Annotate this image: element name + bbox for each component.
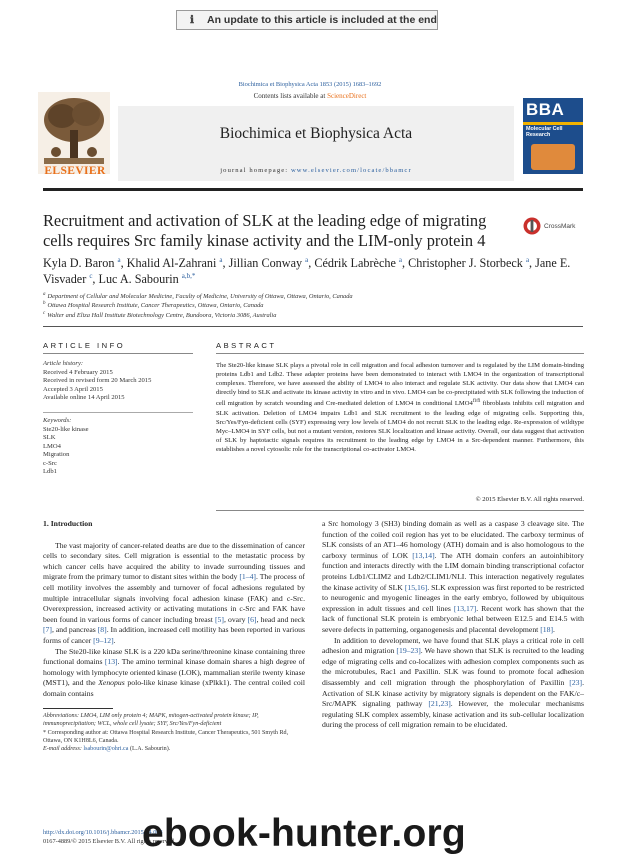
section-heading: 1. Introduction xyxy=(43,519,93,528)
history-entry: Accepted 3 April 2015 xyxy=(43,385,103,393)
affiliations xyxy=(43,292,583,320)
reference-link[interactable]: [13,17] xyxy=(453,603,477,613)
keyword: Migration xyxy=(43,451,70,458)
doi-link[interactable]: http://dx.doi.org/10.1016/j.bbamcr.2015.04.003 xyxy=(43,829,163,836)
reference-link[interactable]: [5] xyxy=(214,614,224,624)
article-info-heading: ARTICLE INFO xyxy=(43,341,126,350)
journal-cover-thumbnail[interactable] xyxy=(523,98,583,174)
author[interactable]: Jane E. Visvader $^c$ xyxy=(43,256,571,286)
watermark-text: ebook-hunter.org xyxy=(142,812,466,855)
keyword: SLK xyxy=(43,434,56,441)
update-banner-text: An update to this article is included at the end xyxy=(207,14,437,26)
abstract-heading: ABSTRACT xyxy=(216,341,277,350)
sciencedirect-link[interactable]: ScienceDirect xyxy=(327,92,367,100)
affiliation: $^c$ Walter and Eliza Hall Institute Biotechnology Centre, Bundoora, Victoria 3086, Australia xyxy=(43,310,277,319)
body-column-left xyxy=(43,519,305,700)
keywords xyxy=(43,417,193,477)
abstract-bottom-rule xyxy=(216,510,584,511)
abstract-text: The Ste20-like kinase SLK plays a pivotal role in cell migration and focal adhesion turnover and is regulated by the LIM domain-binding proteins Ldb1 and Ldb2. These adapter proteins have been demonstrated to interact with LMO4 in the organization of transcriptional complexes. Therefore, we have assessed the ability of LMO4 to also interact and regulate SLK activity. Our data show that LMO4 can directly bind to SLK and activate its kinase activity in vitro and in vivo. LMO4 can be co-precipitated with SLK following the induction of cell migration by scratch wounding and Cre-mediated deletion of LMO4 in conditional $LMO4^{fl/fl}$ fibroblasts inhibits cell migration and SLK activation. Deletion of LMO4 impairs Ldb1 and SLK recruitment to the leading edge of migrating cells. Supporting this, Src/Yes/Fyn-deficient cells (SYF) expressing very low levels of LMO4 do not recruit SLK to the leading edge. Re-expression of wildtype Myc–LMO4 in SYF cells, but not a mutant version, restores SLK localization and kinase activity. Overall, our data suggest that activation of SLK by haptotactic signals requires its recruitment to the leading edge by LMO4 in a Src-dependent manner. Furthermore, this establishes a novel cytosolic role for the transcriptional co-activator LMO4. xyxy=(216,362,585,454)
author[interactable]: Jillian Conway $^a$ xyxy=(228,255,309,270)
reference-link[interactable]: [19–23] xyxy=(396,646,421,656)
body-column-right xyxy=(322,519,584,731)
reference-link[interactable]: [6] xyxy=(247,614,257,624)
elsevier-tree-logo xyxy=(38,92,110,174)
keyword: LMO4 xyxy=(43,442,61,450)
keywords-label: Keywords: xyxy=(43,417,72,424)
reference-link[interactable]: [9–12] xyxy=(93,635,114,645)
reference-link[interactable]: [21,23] xyxy=(428,699,451,709)
cover-title: BBA xyxy=(526,100,565,119)
journal-homepage: journal homepage: www.elsevier.com/locate/bbamcr xyxy=(220,167,412,174)
author[interactable]: Khalid Al-Zahrani $^a$ xyxy=(126,255,223,270)
affiliation: $^b$ Ottawa Hospital Research Institute, Cancer Therapeutics, Ottawa, Ontario, Canada xyxy=(43,301,264,310)
reference-link[interactable]: [18] xyxy=(540,624,554,634)
reference-link[interactable]: [13,14] xyxy=(412,550,435,560)
author[interactable]: Cédrik Labrèche $^a$ xyxy=(314,255,403,270)
journal-name: Biochimica et Biophysica Acta xyxy=(219,125,413,142)
corresponding-author-footnote: * Corresponding author at: Ottawa Hospital Research Institute, Cancer Therapeutics, 501 Smyth Rd, Ottawa, ON K1H8L6, Canada. xyxy=(43,729,289,744)
author[interactable]: Christopher J. Storbeck $^a$ xyxy=(408,255,530,270)
article-info-rule xyxy=(43,353,193,354)
keywords-rule xyxy=(43,412,193,413)
article-history xyxy=(43,360,193,403)
author[interactable]: Kyla D. Baron $^a$ xyxy=(43,255,121,270)
issn-line: 0167-4889/© 2015 Elsevier B.V. All rights reserved. xyxy=(43,837,176,845)
reference-link[interactable]: [15,16] xyxy=(404,582,428,592)
reference-link[interactable]: [7] xyxy=(43,625,52,635)
history-label: Article history: xyxy=(43,360,84,367)
keyword: Ste20-like kinase xyxy=(43,425,89,433)
reference-link[interactable]: [8] xyxy=(97,625,107,635)
update-banner[interactable] xyxy=(176,10,438,30)
paragraph: In addition to development, we have found that SLK plays a critical role in cell adhesion and migration [19–23]. We have shown that SLK is recruited to the leading edge of migrating cells and co-localizes with adhesion complex components such as the microtubules, Rac1 and Paxillin. SLK was found to promote focal adhesion disassembly and cell migration through the phosphorylation of Paxillin [23]. Activation of SLK kinase activity by migratory signals is dependent on the FAK/c–Src/MAPK signaling pathway [21,23]. However, the molecular mechanisms regulating SLK complex assembly, kinase activation and its sub-cellular localization during the process of cell migration remain to be elucidated. xyxy=(322,635,584,730)
journal-homepage-link[interactable]: www.elsevier.com/locate/bbamcr xyxy=(290,167,412,174)
affiliation: $^a$ Department of Cellular and Molecular Medicine, Faculty of Medicine, University of Ottawa, Ottawa, Ontario, Canada xyxy=(43,291,353,300)
reference-link[interactable]: [23] xyxy=(569,677,583,687)
footnote-rule xyxy=(43,708,113,709)
paragraph: The vast majority of cancer-related deaths are due to the dissemination of cancer cells to secondary sites. Cell migration is essential to the metastatic process by which cancer cells have acquired the ability to invade surrounding tissues and migrate from the primary tumor to distant sites within the body [1–4]. The process of cell motility involves the assembly and turnover of focal adhesions regulated by multiple intracellular signals involving focal adhesion kinase (FAK) and c-Src. Overexpression, increased activity or activating mutations in c-Src and FAK have been found in various forms of cancer including breast [5], ovary [6], head and neck [7], and pancreas [8]. In addition, increased cell motility has been reported in various forms of cancer [9–12]. xyxy=(43,540,306,645)
affiliation-divider xyxy=(43,326,583,327)
crossmark-icon xyxy=(523,217,541,235)
email-link[interactable]: lsabourin@ohri.ca xyxy=(83,746,129,753)
footnotes xyxy=(43,712,305,753)
history-entry: Received 4 February 2015 xyxy=(43,368,113,376)
reference-link[interactable]: [1–4] xyxy=(239,572,256,582)
history-entry: Available online 14 April 2015 xyxy=(43,394,125,402)
cover-stripe xyxy=(523,122,583,125)
crossmark-button[interactable] xyxy=(523,216,589,236)
abbreviations-footnote: Abbreviations: LMO4, LIM only protein 4; MAPK, mitogen-activated protein kinase; IP, immunoprecipitation; WCL, whole cell lysate; SYF, Src/Yes/Fyn-deficient xyxy=(43,713,259,728)
cover-subtitle: Molecular Cell Research xyxy=(526,126,563,139)
crossmark-label: CrossMark xyxy=(544,222,576,230)
keyword: Ldb1 xyxy=(43,468,57,475)
article-title: Recruitment and activation of SLK at the leading edge of migrating cells requires Src family kinase activity and the LIM-only protein 4 xyxy=(43,211,487,250)
info-icon: ℹ xyxy=(190,14,194,26)
elsevier-wordmark: ELSEVIER xyxy=(44,165,106,177)
keyword: c-Src xyxy=(43,459,57,467)
journal-citation[interactable]: Biochimica et Biophysica Acta 1853 (2015) 1683–1692 xyxy=(238,81,382,88)
author[interactable]: Luc A. Sabourin $^{a,b,*}$ xyxy=(98,271,196,286)
author-list: Kyla D. Baron $^a$, Khalid Al-Zahrani $^a$, Jillian Conway $^a$, Cédrik Labrèche $^a$, Christopher J. Storbeck $^a$, Jane E. Visvader $^c$, Luc A. Sabourin $^{a,b,*}$ xyxy=(43,255,571,286)
contents-line: Contents lists available at ScienceDirect xyxy=(253,92,367,100)
header-divider xyxy=(43,188,583,191)
email-footnote: E-mail address: lsabourin@ohri.ca (L.A. Sabourin). xyxy=(43,746,171,753)
reference-link[interactable]: [13] xyxy=(104,657,118,667)
paragraph: The Ste20-like kinase SLK is a 220 kDa serine/threonine kinase containing three functional domains [13]. The amino terminal kinase domain shares a high degree of homology with lymphocyte oriented kinase (LOK), mammalian sterile twenty kinase (MST1), and the Xenopus polo-like kinase kinase (xPlkk1). The central coiled coil domain contains xyxy=(43,646,305,698)
abstract-rule xyxy=(216,353,584,354)
copyright: © 2015 Elsevier B.V. All rights reserved. xyxy=(475,496,584,503)
paragraph: a Src homology 3 (SH3) binding domain as well as a caspase 3 cleavage site. The function of the coiled coil region has yet to be elucidated. The carboxy terminus of SLK consists of an AT1–46 homology (ATH) domain and is also homologous to the carboxy terminus of LOK [13,14]. The ATH domain confers an autoinhibitory function and interacts directly with the LIM domain binding transcriptional cofactor proteins Ldb1/CLIM2 and Ldb2/CLIM1/NLI. This interaction negatively regulates the kinase activity of SLK [15,16]. SLK expression was first reported to be restricted to neurogenic and myogenic lineages in the early embryo, followed by ubiquitous expression in adult tissues and cell lines [13,17]. Recent work has shown that the lack of functional SLK protein is embryonic lethal between E12.5 and E14.5 with severe defects in patterning, organogenesis and placental development [18]. xyxy=(322,519,585,634)
cover-art xyxy=(531,144,575,170)
history-entry: Received in revised form 20 March 2015 xyxy=(43,377,152,385)
